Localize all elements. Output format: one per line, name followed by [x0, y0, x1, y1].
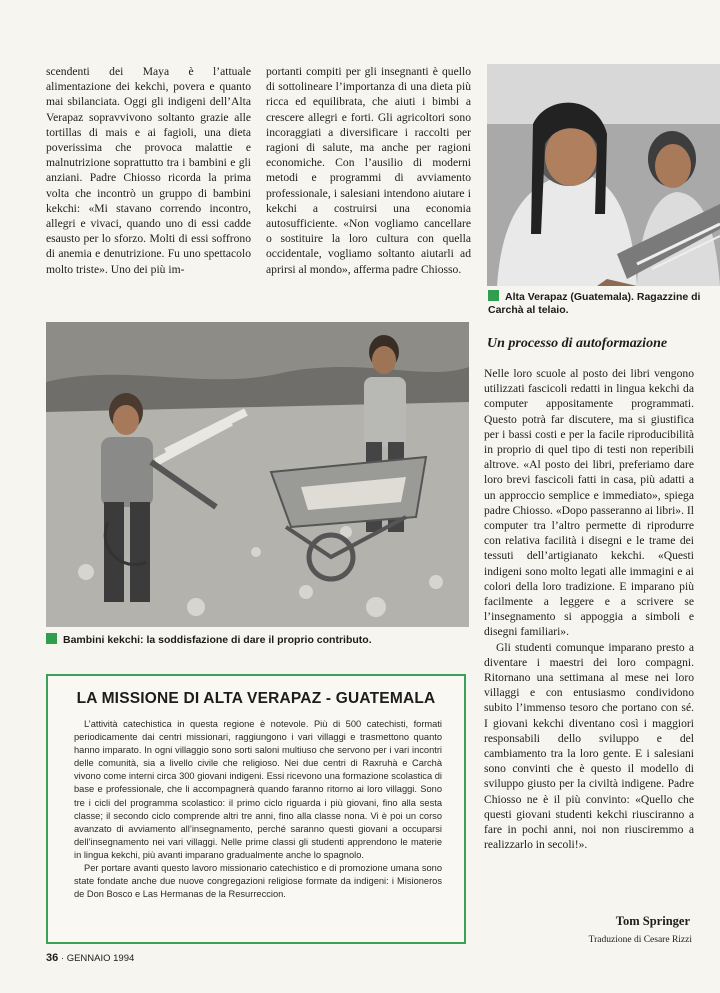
article-paragraph: portanti compiti per gli insegnanti è quello di sottolineare l’importanza di una dieta più ricca ed equilibrata, che aiuti i bimbi a crescere allegri e forti. Gli agricoltori sono incoraggiati a diversificare i raccolti per ragioni di salute, ma anche per ragioni economiche. Con l’ausilio di moderni metodi e programmi di avviamento professionale, i salesiani intendono aiutare i kekchi a costruirsi una economia autosufficiente. «Non vogliamo cancellare o sostituire la loro cultura con quella occidentale, vogliamo soltanto aiutarli ad aprirsi al mondo», afferma padre Chiosso.	[266, 65, 471, 276]
photo-girls-weaving	[487, 64, 720, 286]
caption-text: Bambini kekchi: la soddisfazione di dare il proprio contributo.	[63, 634, 372, 646]
photo-girls-illustration	[487, 64, 720, 286]
article-column-3	[484, 366, 694, 853]
article-paragraph: Nelle loro scuole al posto dei libri vengono utilizzati fascicoli redatti in lingua kekchi da computer appositamente programmati. Questo potrà far discutere, ma si giustifica per i bassi costi e per la facile riproducibilità in proprio di quel tipo di testi non reperibili altrove. «Al posto dei libri, preferiamo dare loro brevi fascicoli fatti in casa, più adatti a un approccio semplice e immediato», spiega padre Chiosso. «Dopo passeranno ai libri». Il computer tra l’altro permette di riprodurre con relativa facilità i disegni e le trame dei tessuti dell’artigianato kekchi. «Questi indigeni sono molto legati alle immagini e ai colori della loro tradizione. E imparano più facilmente a leggere e a scrivere se l’insegnamento si appoggia a simboli e disegni familiari».	[484, 367, 694, 639]
mission-box-title: LA MISSIONE DI ALTA VERAPAZ - GUATEMALA	[76, 690, 436, 707]
caption-girls	[488, 290, 710, 317]
article-column-1	[46, 64, 251, 277]
caption-marker-square	[488, 290, 499, 301]
page-number: 36	[46, 952, 59, 964]
section-heading: Un processo di autoformazione	[487, 336, 668, 351]
caption-text: Alta Verapaz (Guatemala). Ragazzine di Carchà al telaio.	[488, 291, 701, 316]
photo-children-wheelbarrow	[46, 322, 469, 627]
caption-marker-square	[46, 633, 57, 644]
mission-box-paragraph: Per portare avanti questo lavoro missionario catechistico e di promozione umana sono state fondate anche due nuove congregazioni religiose formate da indigeni: i Misioneros de Don Bosco e Las Hermanas de la Resurreccion.	[74, 863, 442, 900]
caption-children	[46, 633, 469, 647]
translator-credit: Traduzione di Cesare Rizzi	[588, 935, 692, 945]
article-paragraph: scendenti dei Maya è l’attuale alimentazione dei kekchi, povera e quanto mai sbilanciata. Oggi gli indigeni dell’Alta Verapaz sopravvivono soltanto grazie alle tortillas di mais e ai fagioli, una dieta poverissima che provoca malattie e malnutrizione soprattutto tra i bambini e gli anziani. Padre Chiosso ricorda la prima volta che incontrò un gruppo di bambini kekchi: «Mi stavano correndo incontro, allegri e vivaci, quando uno di essi cadde esausto per lo sforzo. Molti di essi soffrono di anemia e denutrizione. Fu uno spettacolo molto triste». Uno dei più im-	[46, 65, 251, 276]
article-paragraph: Gli studenti comunque imparano presto a diventare i maestri dei loro compagni. Ritornano una settimana al mese nei loro villaggi e con entusiasmo condividono subito l’immenso tesoro che portano con sé. I giovani kekchi diventano così i maggiori responsabili dello sviluppo e del cambiamento tra la loro gente. E i salesiani sono convinti che è questo il modello di sviluppo giusto per la civiltà indigene. Padre Chiosso ne è il più convinto: «Quello che questi giovani studenti kekchi riusciranno a fare in pochi anni, noi non riusciremmo a realizzarlo in secoli!».	[484, 640, 694, 852]
mission-box-paragraph: L’attività catechistica in questa regione è notevole. Più di 500 catechisti, formati periodicamente dai centri missionari, raggiungono i vari villaggi e trasmettono quanto hanno imparato. In ogni villaggio sono sorti saloni multiuso che servono per i vari incontri delle comunità, sia a livello civile che religioso. Nei due centri di Raxruhà e Carchà vivono come interni circa 300 giovani indigeni. Essi ricevono una formazione scolastica di base e professionale, che li accompagnerà quando faranno ritorno ai loro villaggi. Sono tre i cicli del programma scolastico: il primo ciclo riguarda i più giovani, fino alla sesta classe; il secondo ciclo comprende altri tre anni, fino alla classe nona. Vi è poi un corso avanzato di avviamento all’insegnamento, perché saranno questi giovani a occuparsi dell’insegnamento nei vari villaggi. Nelle prime classi gli studenti apprendono le materie in lingua kekchi, più avanti imparano gradualmente anche lo spagnolo.	[74, 719, 442, 860]
issue-date: · GENNAIO 1994	[60, 953, 135, 964]
page-folio	[46, 952, 134, 964]
mission-box-body	[74, 718, 442, 901]
photo-children-illustration	[46, 322, 469, 627]
mission-box	[46, 674, 466, 944]
article-column-2	[266, 64, 471, 277]
author-byline: Tom Springer	[615, 914, 690, 928]
